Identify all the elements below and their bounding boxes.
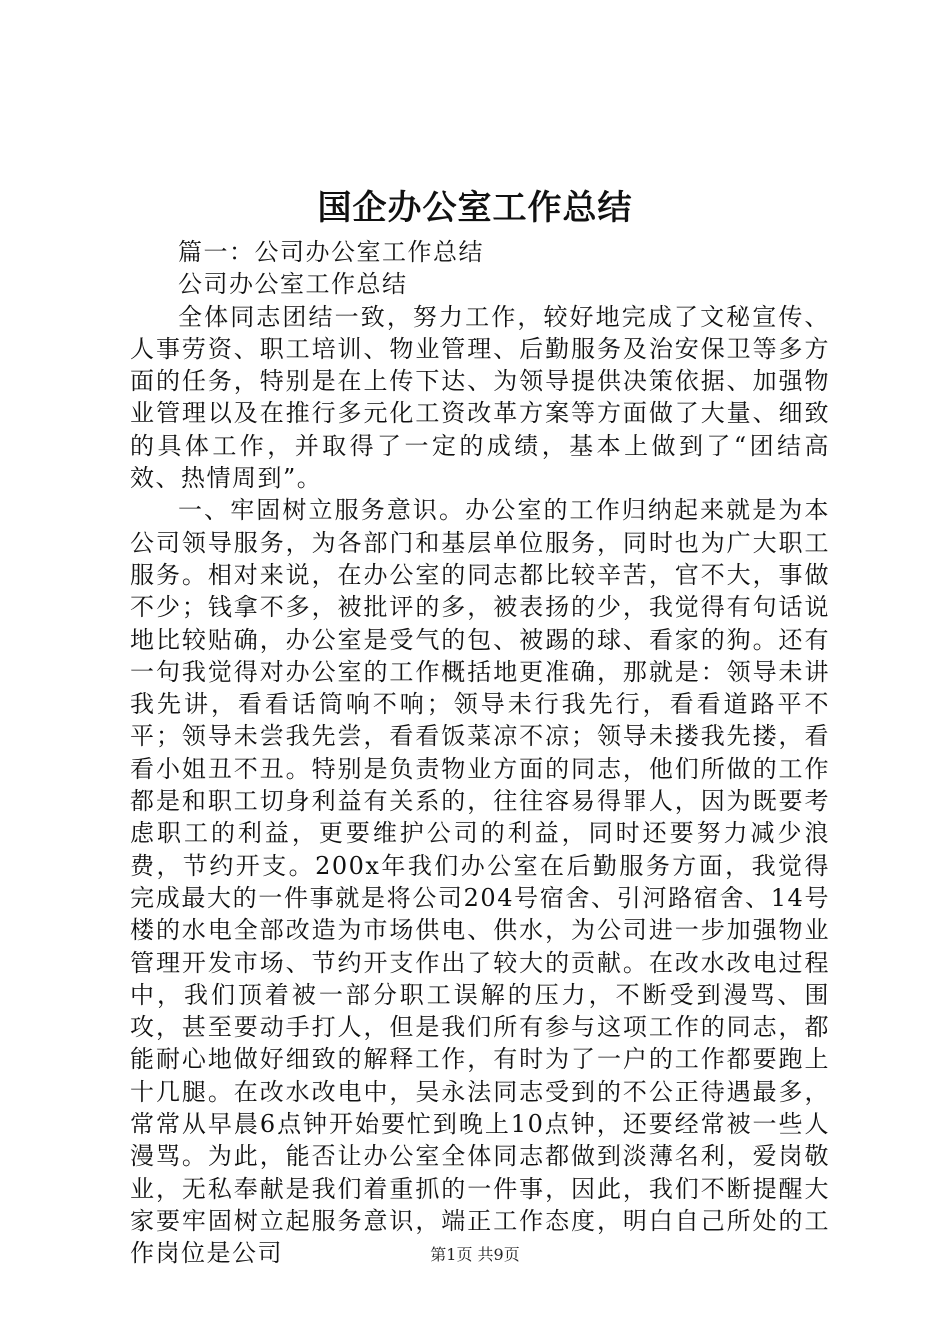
document-body [130,236,830,1270]
section-heading: 篇一：公司办公室工作总结 [178,238,484,266]
body-paragraph: 一、牢固树立服务意识。办公室的工作归纳起来就是为本公司领导服务，为各部门和基层单位服务，同时也为广大职工服务。相对来说，在办公室的同志都比较辛苦，官不大，事做不少；钱拿不多，被批评的多，被表扬的少，我觉得有句话说地比较贴确，办公室是受气的包、被踢的球、看家的狗。还有一句我觉得对办公室的工作概括地更准确，那就是：领导未讲我先讲，看看话筒响不响；领导未行我先行，看看道路平不平；领导未尝我先尝，看看饭菜凉不凉；领导未搂我先搂，看看小姐丑不丑。特别是负责物业方面的同志，他们所做的工作都是和职工切身利益有关系的，往往容易得罪人，因为既要考虑职工的利益，更要维护公司的利益，同时还要努力减少浪费，节约开支。200x年我们办公室在后勤服务方面，我觉得完成最大的一件事就是将公司204号宿舍、引河路宿舍、14号楼的水电全部改造为市场供电、供水，为公司进一步加强物业管理开发市场、节约开支作出了较大的贡献。在改水改电过程中，我们顶着被一部分职工误解的压力，不断受到漫骂、围攻，甚至要动手打人，但是我们所有参与这项工作的同志，都能耐心地做好细致的解释工作，有时为了一户的工作都要跑上十几腿。在改水改电中，吴永法同志受到的不公正待遇最多，常常从早晨6点钟开始要忙到晚上10点钟，还要经常被一些人漫骂。为此，能否让办公室全体同志都做到淡薄名利，爱岗敬业，无私奉献是我们着重抓的一件事，因此，我们不断提醒大家要牢固树立起服务意识，端正工作态度，明白自己所处的工作岗位是公司 [130,496,830,1268]
section-subheading: 公司办公室工作总结 [178,270,408,299]
document-title: 国企办公室工作总结 [317,188,633,228]
body-paragraph: 全体同志团结一致，努力工作，较好地完成了文秘宣传、人事劳资、职工培训、物业管理、后勤服务及治安保卫等多方面的任务，特别是在上传下达、为领导提供决策依据、加强物业管理以及在推行多元化工资改革方案等方面做了大量、细致的具体工作，并取得了一定的成绩，基本上做到了“团结高效、热情周到”。 [130,302,830,493]
page-number: 第1页 共9页 [430,1245,520,1264]
